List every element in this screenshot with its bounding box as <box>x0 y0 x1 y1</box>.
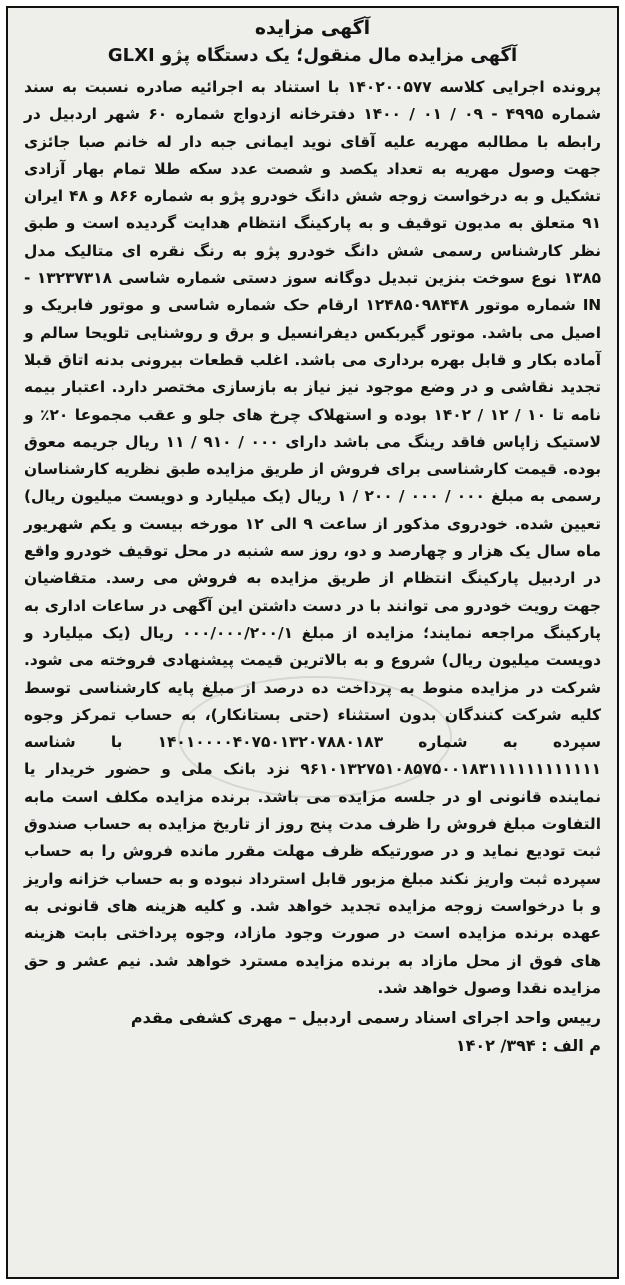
notice-code: م الف : ۳۹۴/ ۱۴۰۲ <box>455 1036 601 1056</box>
notice-subtitle: آگهی مزایده مال منقول؛ یک دستگاه پژو GLXI <box>107 45 518 66</box>
notice-body: پرونده اجرایی کلاسه ۱۴۰۲۰۰۵۷۷ با استناد به اجرائیه صادره نسبت به سند شماره ۴۹۹۵ - ۰۹ / ۰۱ / ۱۴۰۰ دفترخانه ازدواج شماره ۶۰ شهر اردبیل در رابطه با مطالبه مهریه علیه آقای نوید ایمانی جبه دار له خانم صبا جائزی جهت وصول مهریه به تعداد یکصد و شصت عدد سکه طلا تمام بهار آزادی تشکیل و به درخواست زوجه شش دانگ خودرو پژو به شماره ۸۶۶ و ۴۸ ایران ۹۱ متعلق به مدیون توقیف و به پارکینگ انتظام هدایت گردیده است و طبق نظر کارشناس رسمی شش دانگ خودرو پژو به رنگ نقره ای متالیک مدل ۱۳۸۵ نوع سوخت بنزین تبدیل دوگانه سوز دستی شماره شاسی ۱۳۲۳۷۳۱۸ - IN شماره موتور ۱۲۴۸۵۰۹۸۴۴۸ ارقام حک شماره شاسی و موتور فابریک و اصیل می باشد. موتور گیربکس دیفرانسیل و برق و روشنایی تلویحا سالم و آماده بکار و قابل بهره برداری می باشد. اغلب قطعات بیرونی بدنه اتاق قبلا تجدید نقاشی و در وضع موجود نیز نیاز به بازسازی مختصر دارد. اعتبار بیمه نامه تا ۱۰ / ۱۲ / ۱۴۰۲ بوده و استهلاک چرخ های جلو و عقب مجموعا ۲۰٪ و لاستیک زاپاس فاقد رینگ می باشد دارای ۰۰۰ / ۹۱۰ / ۱۱ ریال جریمه معوق بوده. قیمت کارشناسی برای فروش از طریق مزایده طبق نظریه کارشناسان رسمی به مبلغ ۰۰۰ / ۰۰۰ / ۲۰۰ / ۱ ریال (یک میلیارد و دویست میلیون ریال) تعیین شده. خودروی مذکور از ساعت ۹ الی ۱۲ مورخه بیست و یکم شهریور ماه سال یک هزار و چهارصد و دو، روز سه شنبه در محل توقیف خودرو واقع در اردبیل پارکینگ انتظام از طریق مزایده به فروش می رسد. متقاضیان جهت رویت خودرو می توانند با در دست داشتن این آگهی در ساعات اداری به پارکینگ مراجعه نمایند؛ مزایده از مبلغ ۰۰۰/۰۰۰/۲۰۰/۱ ریال (یک میلیارد و دویست میلیون ریال) شروع و به بالاترین قیمت پیشنهادی فروخته می شود. شرکت در مزایده منوط به پرداخت ده درصد از مبلغ پایه کارشناسی توسط کلیه شرکت کنندگان بدون استثناء (حتی بستانکار)، به حساب تمرکز وجوه سپرده به شماره ۱۴۰۱۰۰۰۰۴۰۷۵۰۱۳۲۰۷۸۸۰۱۸۳ با شناسه ۹۶۱۰۱۳۲۷۵۱۰۸۵۷۵۰۰۱۸۳۱۱۱۱۱۱۱۱۱۱۱۱ نزد بانک ملی و حضور خریدار یا نماینده قانونی او در جلسه مزایده می باشد. برنده مزایده مکلف است مابه التفاوت مبلغ فروش را ظرف مدت پنج روز از تاریخ مزایده به حساب صندوق ثبت تودیع نماید و در صورتیکه ظرف مهلت مقرر مانده فروش را به حساب سپرده ثبت واریز نکند مبلغ مزبور قابل استرداد نبوده و به حساب خزانه واریز و با درخواست زوجه مزایده تجدید خواهد شد. و کلیه هزینه های قانونی به عهده برنده مزایده است در صورت وجود مازاد، وجوه پرداختی بابت هزینه های فوق از محل مازاد به برنده مزایده مسترد خواهد شد. نیم عشر و حق مزایده نقدا وصول خواهد شد. <box>24 78 602 997</box>
auction-notice <box>6 6 619 1279</box>
notice-signature: رییس واحد اجرای اسناد رسمی اردبیل – مهری کشفی مقدم <box>130 1008 601 1028</box>
notice-title: آگهی مزایده <box>254 17 371 39</box>
